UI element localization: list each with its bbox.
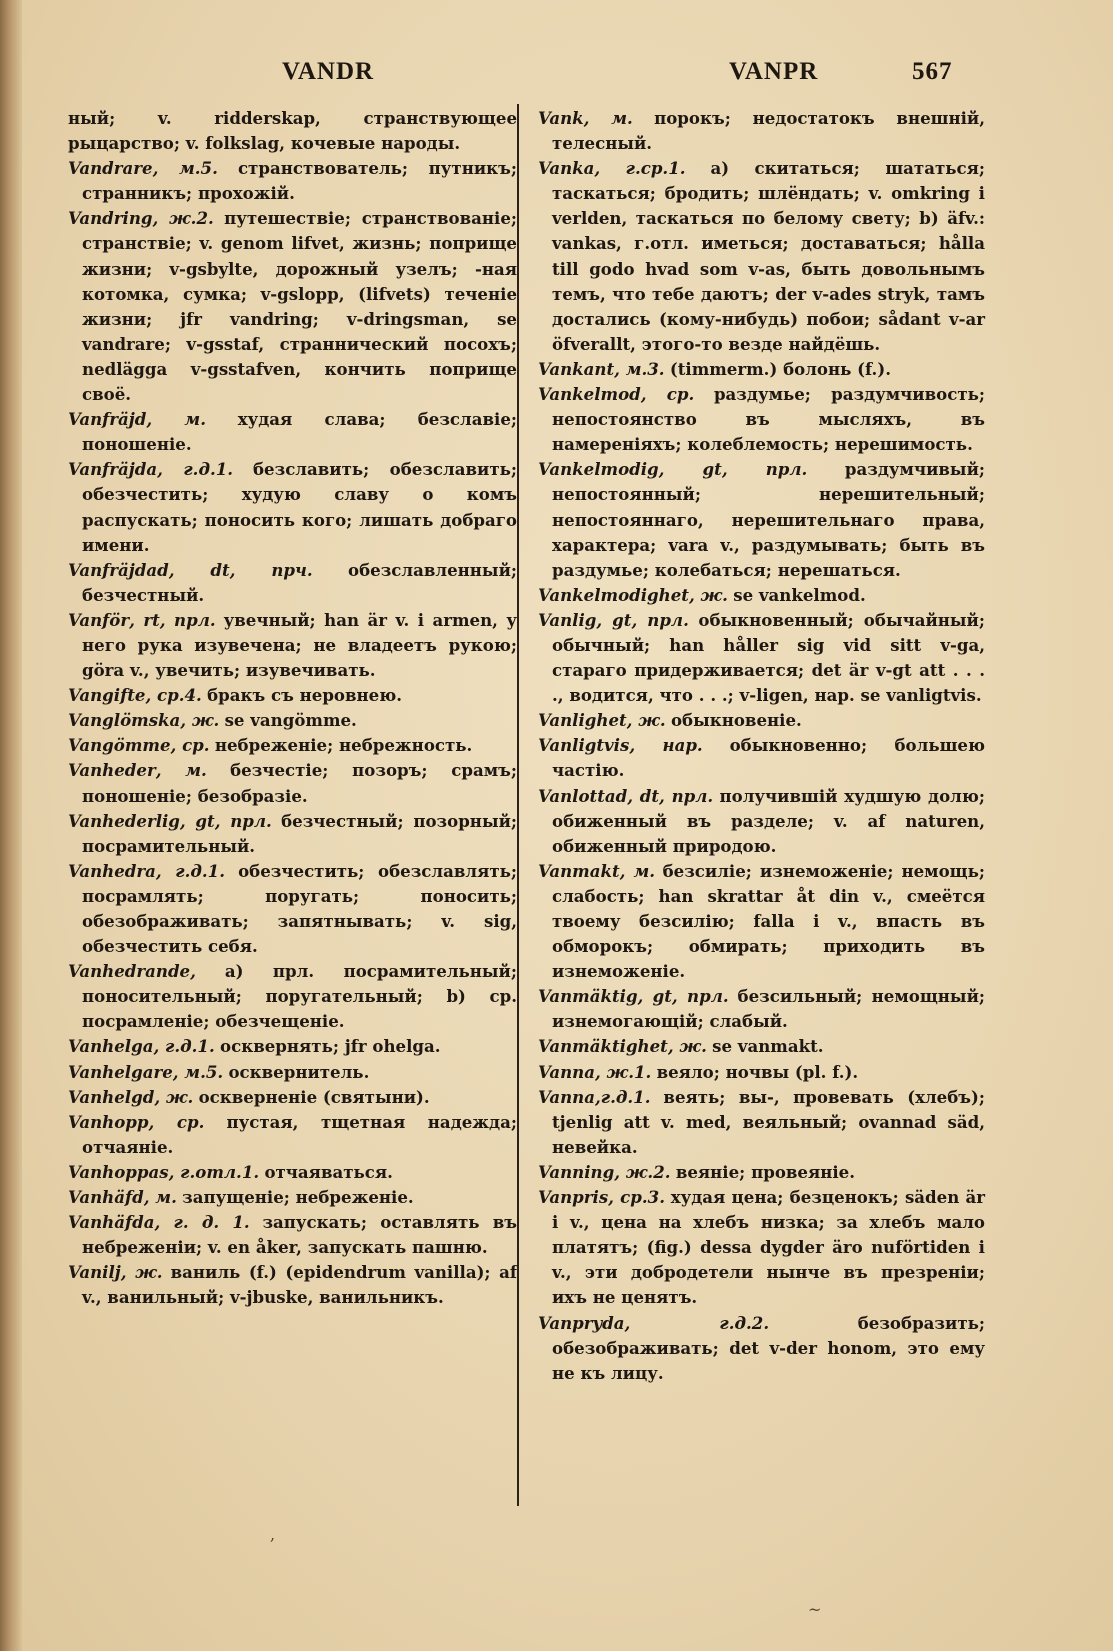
dictionary-entry xyxy=(68,206,517,407)
entry-definition: порокъ; недостатокъ внешній, телесный. xyxy=(552,108,986,154)
entry-definition: se vankelmod. xyxy=(733,584,866,605)
entry-definition: бракъ съ неровнею. xyxy=(207,685,403,706)
page-number: 567 xyxy=(912,58,953,85)
entry-headword: Vankelmodig xyxy=(538,459,659,480)
entry-headword: Vanhäfd xyxy=(68,1187,144,1208)
entry-headword: Vanför xyxy=(68,609,130,630)
stray-mark: ~ xyxy=(808,1600,822,1619)
entry-definition: веяло; ночвы (pl. f.). xyxy=(656,1061,859,1082)
entry-definition: ваниль (f.) (epidendrum vanilla); af v., ванильный; v-jbuske, ванильникъ. xyxy=(82,1262,517,1308)
entry-grammar: , ср.4. xyxy=(145,685,202,706)
entry-grammar: , г.ср.1. xyxy=(594,158,686,179)
dictionary-entry xyxy=(538,984,985,1034)
entry-definition: se vangömme. xyxy=(224,710,357,731)
dictionary-entry xyxy=(68,859,517,959)
entry-grammar: , dt, прч. xyxy=(168,559,313,580)
entry-grammar: ,г.д.1. xyxy=(594,1086,651,1107)
entry-headword: Vanlottad xyxy=(538,785,628,806)
dictionary-entry xyxy=(68,1185,517,1210)
entry-definition: ный; v. ridderskap, странствующее рыцарство; v. folkslag, кочевые народы. xyxy=(68,108,517,154)
entry-definition: обыкновенно; большею частію. xyxy=(552,735,985,781)
entry-definition: увечный; han är v. i armen, у него рука изувечена; не владеетъ рукою; göra v., увечить; изувечивать. xyxy=(82,609,518,681)
dictionary-entry xyxy=(68,1060,517,1085)
dictionary-entry xyxy=(538,583,985,608)
dictionary-entry xyxy=(68,1260,517,1310)
entry-definition: обыкновеніе. xyxy=(670,710,802,731)
entry-headword: Vanglömska xyxy=(68,710,181,731)
entry-definition: безобразить; обезображивать; det v-der honom, это ему не къ лицу. xyxy=(552,1312,985,1383)
header-left-catchword: VANDR xyxy=(282,58,375,85)
entry-grammar: , м. xyxy=(155,760,207,781)
entry-definition: веяніе; провеяніе. xyxy=(675,1161,856,1182)
entry-grammar: , м. xyxy=(619,860,656,881)
entry-definition: безчестный; позорный; посрамительный. xyxy=(82,810,518,856)
entry-definition: безсиліе; изнеможеніе; немощь; слабость; han skrattar åt din v., смеётся твоему безсилію; falla i v., впасть въ обморокъ; обмирать; приходить въ изнеможеніе. xyxy=(552,860,986,982)
entry-definition: пустая, тщетная надежда; отчаяніе. xyxy=(82,1111,517,1157)
dictionary-entry xyxy=(538,156,985,357)
entry-grammar: , gt, прл. xyxy=(658,459,808,480)
entry-headword: Vanmakt xyxy=(538,860,620,881)
entry-definition: путешествіе; странствованіе; странствіе; v. genom lifvet, жизнь; поприще жизни; v-gsbylte, дорожный узелъ; -ная котомка, сумка; v-gslopp, (lifvets) теченіе жизни; jfr vandring; v-dringsman, se vandrare; v-gsstaf, страннический посохъ; nedlägga v-gsstafven, кончить поприще своё. xyxy=(82,208,518,405)
entry-headword: Vanfräjdad xyxy=(68,559,169,580)
dictionary-entry xyxy=(538,1060,985,1085)
entry-definition: веять; вы-, провевать (хлебъ); tjenlig att v. med, веяльный; ovannad säd, невейка. xyxy=(552,1086,985,1157)
dictionary-entry xyxy=(68,558,517,608)
dictionary-entry xyxy=(68,683,517,708)
dictionary-entry xyxy=(538,1034,985,1059)
dictionary-entry xyxy=(538,733,985,783)
entry-grammar: , xyxy=(190,961,196,982)
entry-definition: отчаяваться. xyxy=(264,1161,393,1182)
entry-grammar: , ж. xyxy=(626,710,666,731)
stray-mark: , xyxy=(270,1525,276,1544)
entry-grammar: , м.3. xyxy=(614,358,665,379)
entry-headword: Vanna xyxy=(538,1086,595,1107)
entry-headword: Vanmäktighet xyxy=(538,1036,668,1057)
dictionary-entry xyxy=(538,859,985,984)
entry-definition: безславить; обезславить; обезчестить; худую славу о комъ распускать; поносить кого; лишать добраго имени. xyxy=(82,459,517,555)
entry-headword: Vanilj xyxy=(68,1262,121,1283)
entry-grammar: , г.отл.1. xyxy=(168,1161,260,1182)
entry-definition: se vanmakt. xyxy=(712,1036,824,1057)
dictionary-entry xyxy=(68,608,517,683)
dictionary-entry xyxy=(68,106,517,156)
entry-grammar: , ср. xyxy=(170,735,210,756)
entry-headword: Vanpryda xyxy=(538,1312,625,1333)
dictionary-entry xyxy=(68,809,517,859)
entry-grammar: , gt, прл. xyxy=(637,986,729,1007)
entry-headword: Vanhedra xyxy=(68,860,156,881)
entry-headword: Vanning xyxy=(538,1161,615,1182)
dictionary-entry xyxy=(68,1034,517,1059)
dictionary-entry xyxy=(68,758,517,808)
entry-grammar: , м.5. xyxy=(152,158,218,179)
entry-headword: Vanhederlig xyxy=(68,810,180,831)
entry-headword: Vandrare xyxy=(68,158,153,179)
entry-grammar: , г.д.2. xyxy=(624,1312,770,1333)
entry-definition: раздумье; раздумчивость; непостоянство въ мысляхъ, въ намереніяхъ; колеблемость; нерешимость. xyxy=(552,384,985,455)
entry-grammar: , gt, прл. xyxy=(596,609,689,630)
entry-grammar: , ж. xyxy=(120,1262,163,1283)
right-column xyxy=(538,106,985,1386)
entry-grammar: , м. xyxy=(143,1187,177,1208)
entry-definition: запущеніе; небреженіе. xyxy=(182,1187,414,1208)
entry-definition: а) скитаться; шататься; таскаться; бродить; шлёндать; v. omkring i verlden, таскаться по белому свету; b) äfv.: vankas, г.отл. иметься; доставаться; hålla till godo hvad som v-as, быть довольнымъ темъ, что тебе даютъ; der v-ades stryk, тамъ достались (кому-нибудь) побои; sådant v-ar öfverallt, этого-то везде найдёшь. xyxy=(552,158,985,354)
entry-headword: Vanfräjda xyxy=(68,459,158,480)
entry-headword: Vanhelgare xyxy=(68,1061,173,1082)
column-divider xyxy=(517,104,519,1506)
dictionary-entry xyxy=(68,1210,517,1260)
entry-grammar: , м. xyxy=(146,409,206,430)
dictionary-entry xyxy=(538,1085,985,1160)
entry-grammar: , г. д. 1. xyxy=(154,1212,250,1233)
dictionary-entry xyxy=(538,1160,985,1185)
book-binding-edge xyxy=(0,0,22,1651)
entry-headword: Vanka xyxy=(538,158,595,179)
entry-headword: Vanligtvis xyxy=(538,735,630,756)
entry-grammar: , gt, прл. xyxy=(179,810,272,831)
entry-grammar: , ср. xyxy=(640,384,695,405)
entry-grammar: , г.д.1. xyxy=(157,459,234,480)
dictionary-entry xyxy=(68,1160,517,1185)
entry-grammar: , ср.3. xyxy=(608,1187,665,1208)
entry-grammar: , ж.1. xyxy=(594,1061,652,1082)
entry-headword: Vangifte xyxy=(68,685,146,706)
entry-grammar: , ж. xyxy=(154,1086,194,1107)
dictionary-entry xyxy=(538,106,985,156)
entry-headword: Vanpris xyxy=(538,1187,609,1208)
entry-definition: странствователь; путникъ; странникъ; прохожій. xyxy=(82,158,517,204)
entry-definition: худая цена; безценокъ; säden är i v., цена на хлебъ низка; за хлебъ мало платятъ; (fig.) dessa dygder äro nuförtiden i v., эти добродетели нынче въ презреніи; ихъ не ценятъ. xyxy=(552,1187,985,1308)
dictionary-entry xyxy=(68,156,517,206)
entry-grammar: , ср. xyxy=(148,1111,205,1132)
entry-definition: небреженіе; небрежность. xyxy=(214,735,473,756)
entry-headword: Vanmäktig xyxy=(538,986,638,1007)
left-column xyxy=(68,106,517,1311)
entry-headword: Vangömme xyxy=(68,735,171,756)
entry-headword: Vanhoppas xyxy=(68,1161,169,1182)
dictionary-entry xyxy=(538,382,985,457)
entry-definition: получившій худшую долю; обиженный въ разделе; v. af naturen, обиженный природою. xyxy=(552,785,986,856)
dictionary-entry xyxy=(538,1185,985,1310)
entry-grammar: , г.д.1. xyxy=(155,860,225,881)
entry-definition: оскверненіе (святыни). xyxy=(198,1086,430,1107)
entry-headword: Vanlighet xyxy=(538,710,627,731)
entry-headword: Vanfräjd xyxy=(68,409,147,430)
dictionary-entry xyxy=(538,708,985,733)
entry-grammar: , ж. xyxy=(180,710,220,731)
entry-grammar: , м. xyxy=(583,108,633,128)
entry-grammar: , dt, прл. xyxy=(627,785,714,806)
dictionary-entry xyxy=(538,608,985,708)
entry-headword: Vank xyxy=(538,108,584,128)
entry-headword: Vanhäfda xyxy=(68,1212,155,1233)
entry-headword: Vankant xyxy=(538,358,615,379)
entry-definition: безчестіе; позоръ; срамъ; поношеніе; безобразіе. xyxy=(82,760,517,806)
dictionary-entry xyxy=(68,407,517,457)
entry-headword: Vankelmod xyxy=(538,384,641,405)
entry-grammar: , м.5. xyxy=(172,1061,224,1082)
entry-headword: Vanheder xyxy=(68,760,156,781)
entry-definition: безсильный; немощный; изнемогающій; слабый. xyxy=(552,986,985,1032)
entry-definition: обезчестить; обезславлять; посрамлять; поругать; поносить; обезображивать; запятнывать; v. sig, обезчестить себя. xyxy=(82,860,517,957)
dictionary-entry xyxy=(68,708,517,733)
dictionary-entry xyxy=(538,784,985,859)
entry-headword: Vanna xyxy=(538,1061,595,1082)
entry-definition: обыкновенный; обычайный; обычный; han håller sig vid sitt v-ga, стараго придерживается; det är v-gt att . . . ., водится, что . . .; v-ligen, нар. se vanligtvis. xyxy=(552,609,985,706)
header-right-catchword: VANPR xyxy=(729,58,819,85)
entry-headword: Vankelmodighet xyxy=(538,584,689,605)
entry-headword: Vanhelga xyxy=(68,1036,154,1057)
entry-definition: запускать; оставлять въ небреженіи; v. en åker, запускать пашню. xyxy=(82,1212,518,1258)
entry-headword: Vanhelgd xyxy=(68,1086,155,1107)
entry-definition: худая слава; безславіе; поношеніе. xyxy=(82,409,518,455)
entry-grammar: , нар. xyxy=(629,735,703,756)
entry-headword: Vanhedrande xyxy=(68,961,191,982)
dictionary-entry xyxy=(538,1311,985,1386)
dictionary-entry xyxy=(68,733,517,758)
dictionary-entry xyxy=(68,457,517,557)
entry-grammar: , ж.2. xyxy=(152,208,214,229)
entry-grammar: , г.д.1. xyxy=(153,1036,215,1057)
entry-definition: осквернитель. xyxy=(228,1061,370,1082)
entry-headword: Vanlig xyxy=(538,609,597,630)
entry-grammar: , ж.2. xyxy=(614,1161,671,1182)
entry-definition: (timmerm.) болонь (f.). xyxy=(669,358,891,379)
entry-headword: Vanhopp xyxy=(68,1111,149,1132)
entry-definition: осквернять; jfr ohelga. xyxy=(220,1036,441,1057)
dictionary-entry xyxy=(68,1110,517,1160)
entry-grammar: , ж. xyxy=(667,1036,707,1057)
entry-grammar: , rt, прл. xyxy=(129,609,216,630)
dictionary-entry xyxy=(68,1085,517,1110)
dictionary-entry xyxy=(68,959,517,1034)
entry-definition: раздумчивый; непостоянный; нерешительный; непостояннаго, нерешительнаго права, характера; vara v., раздумывать; быть въ раздумье; колебаться; нерешаться. xyxy=(552,459,985,580)
dictionary-entry xyxy=(538,357,985,382)
entry-definition: обезславленный; безчестный. xyxy=(82,559,517,605)
entry-headword: Vandring xyxy=(68,208,153,229)
entry-definition: а) прл. посрамительный; поносительный; поругательный; b) ср. посрамленіе; обезчещеніе. xyxy=(82,961,517,1032)
dictionary-entry xyxy=(538,457,985,582)
entry-grammar: , ж. xyxy=(688,584,728,605)
